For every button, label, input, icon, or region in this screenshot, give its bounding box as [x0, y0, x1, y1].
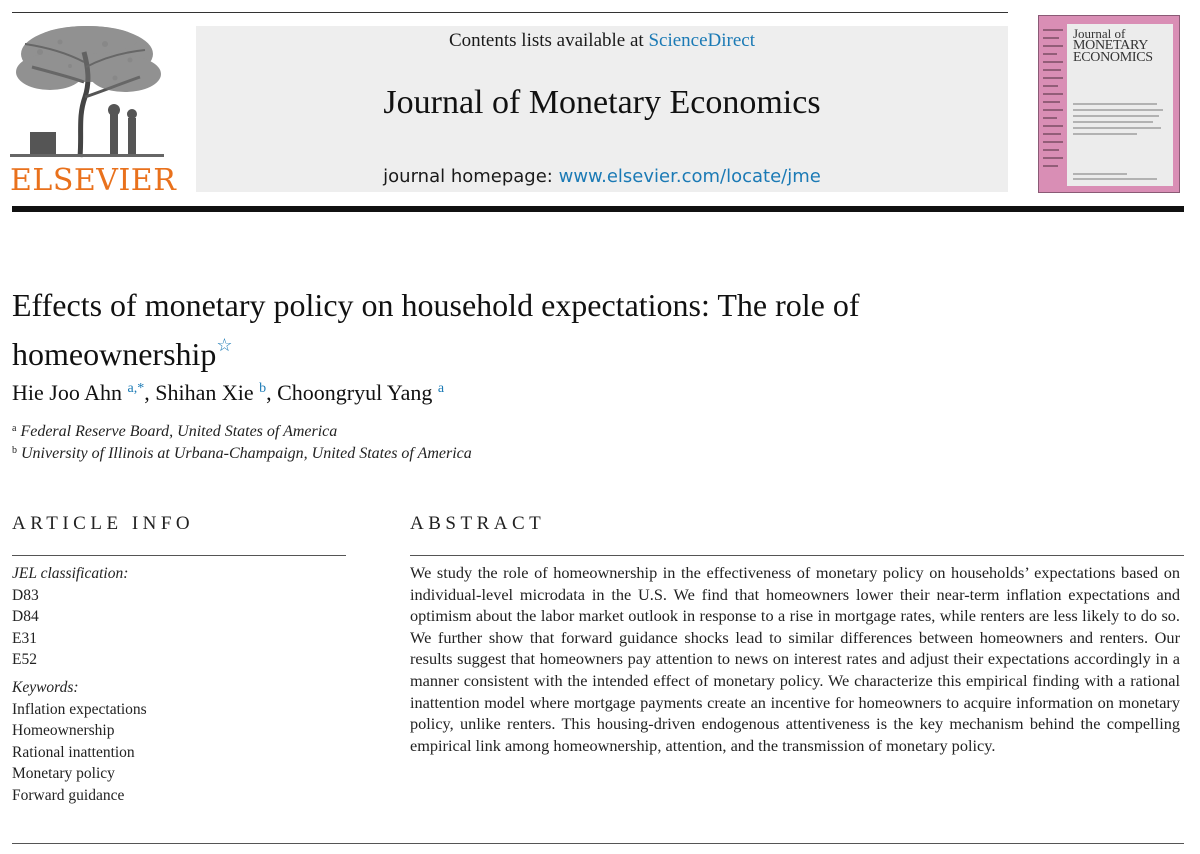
affiliation-text: Federal Reserve Board, United States of America — [20, 423, 338, 440]
abstract-heading: ABSTRACT — [410, 513, 546, 534]
article-title-line2: homeownership — [12, 336, 217, 372]
homepage-line — [196, 166, 1008, 187]
cover-title — [1073, 28, 1173, 64]
keyword: Rational inattention — [12, 743, 135, 761]
jel-code: E52 — [12, 651, 37, 668]
cover-title-line1: Journal of — [1073, 26, 1126, 41]
affiliation-text: University of Illinois at Urbana-Champaign, United States of America — [21, 445, 472, 462]
journal-cover-thumbnail[interactable] — [1038, 15, 1180, 193]
cover-title-line3: ECONOMICS — [1073, 50, 1153, 65]
author-name[interactable]: Shihan Xie — [155, 380, 254, 405]
author-affiliation-mark[interactable]: b — [259, 381, 267, 396]
author-list: Hie Joo Ahn $^{a,*}$, Shihan Xie $^b$, Choongryul Yang $^a$ — [12, 380, 445, 405]
header-thick-rule — [12, 206, 1184, 212]
keyword: Inflation expectations — [12, 700, 147, 718]
homepage-link[interactable]: www.elsevier.com/locate/jme — [558, 166, 821, 187]
article-info-rule — [12, 555, 346, 556]
jel-code: D84 — [12, 608, 39, 625]
author-name[interactable]: Hie Joo Ahn — [12, 380, 122, 405]
cover-contents-lines — [1039, 16, 1067, 192]
abstract-text: We study the role of homeownership in the effectiveness of monetary policy on households’ expectations based on individual-level microdata in the U.S. We find that homeowners lower their near-term inflation expectations and optimism about the labor market outlook in response to a rise in mortgage rates, while renters are less likely to do so. We further show that forward guidance shocks lead to similar differences between homeowners and renters. Our results suggest that homeowners pay attention to news on interest rates and adjust their expectations accordingly in a manner consistent with the intended effect of monetary policy. We characterize this empirical finding with a rational inattention model where mortgage payments create an incentive for homeowners to acquire information on monetary policy, unlike renters. This housing-driven endogenous attentiveness is the key mechanism behind the compelling empirical link among homeownership, attention, and the transmission of monetary policy. — [410, 563, 1180, 755]
jel-label: JEL classification: — [12, 565, 129, 582]
author-affiliation-mark[interactable]: a,* — [127, 381, 145, 396]
title-footnote-star-icon[interactable]: ☆ — [216, 335, 233, 355]
article-title — [12, 285, 1112, 374]
affiliation — [12, 445, 472, 463]
sciencedirect-link[interactable]: ScienceDirect — [648, 30, 756, 51]
bottom-divider — [12, 843, 1184, 844]
top-divider — [12, 12, 1008, 13]
keyword: Forward guidance — [12, 786, 125, 804]
journal-title: Journal of Monetary Economics — [383, 84, 821, 121]
affiliation-mark: b — [12, 445, 17, 456]
keyword: Homeownership — [12, 722, 115, 739]
jel-classification — [12, 563, 128, 671]
keywords-label: Keywords: — [12, 679, 79, 696]
article-info-heading: ARTICLE INFO — [12, 513, 195, 534]
contents-line — [196, 30, 1008, 52]
contents-prefix: Contents lists available at — [448, 30, 649, 51]
tree-icon — [10, 22, 164, 162]
elsevier-logo[interactable] — [10, 22, 177, 198]
journal-masthead — [196, 26, 1008, 192]
homepage-prefix: journal homepage: — [383, 166, 559, 187]
elsevier-wordmark: ELSEVIER — [10, 163, 177, 198]
keywords — [12, 677, 147, 806]
affiliation — [12, 423, 337, 441]
cover-title-line2: MONETARY — [1073, 38, 1149, 53]
affiliation-mark: a — [12, 423, 17, 434]
abstract-rule — [410, 555, 1184, 556]
author-name[interactable]: Choongryul Yang — [277, 380, 433, 405]
article-title-line1: Effects of monetary policy on household expectations: The role of — [12, 287, 860, 323]
author-affiliation-mark[interactable]: a — [437, 381, 445, 396]
keyword: Monetary policy — [12, 765, 115, 782]
jel-code: D83 — [12, 586, 39, 604]
jel-code: E31 — [12, 629, 37, 647]
